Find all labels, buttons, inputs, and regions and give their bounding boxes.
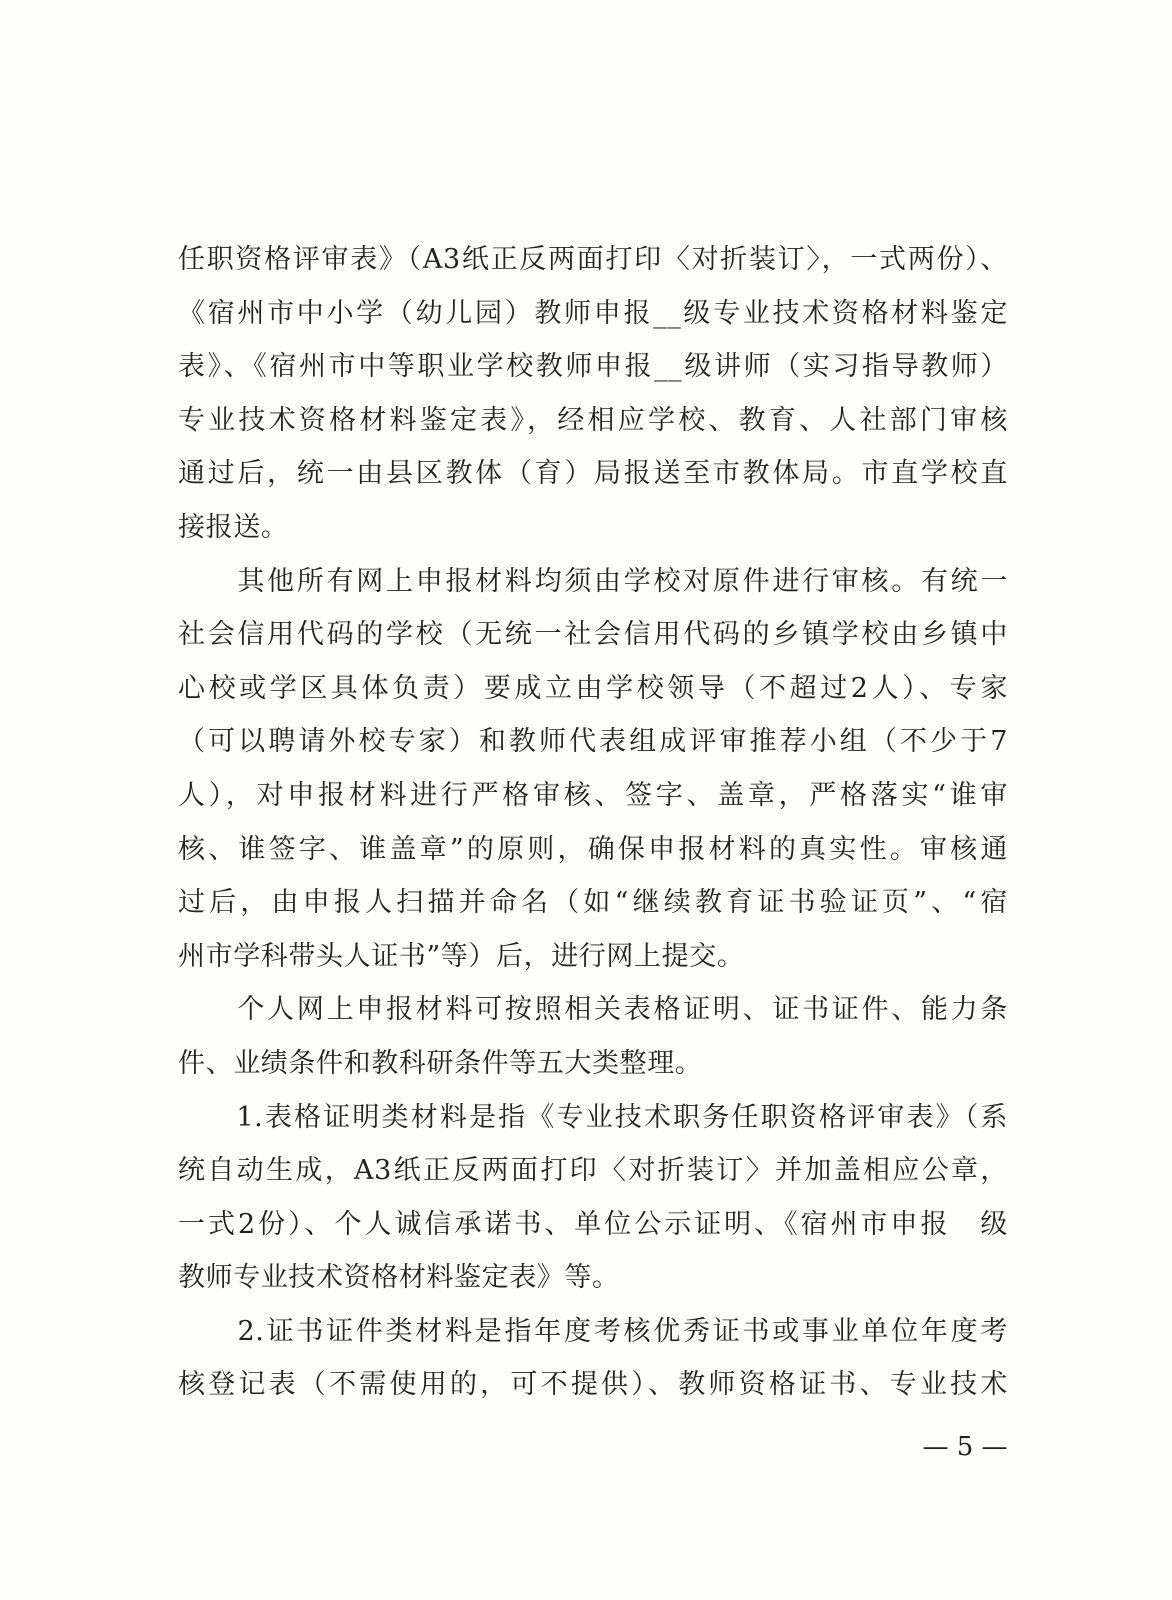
body-line: 一式2份）、个人诚信承诺书、单位公示证明、《宿州市申报 级 — [178, 1208, 1008, 1240]
body-line: 件、业绩条件和教科研条件等五大类整理。 — [178, 1047, 703, 1079]
document-body — [178, 233, 1008, 1412]
body-line: 过后，由申报人扫描并命名（如“继续教育证书验证页”、“宿 — [178, 887, 1008, 919]
body-line: 教师专业技术资格材料鉴定表》等。 — [178, 1262, 620, 1294]
body-line: 个人网上申报材料可按照相关表格证明、证书证件、能力条 — [178, 994, 1008, 1026]
body-line: 专业技术资格材料鉴定表》，经相应学校、教育、人社部门审核 — [178, 404, 1008, 436]
body-line: 核登记表（不需使用的，可不提供）、教师资格证书、专业技术 — [178, 1369, 1008, 1401]
body-line: 社会信用代码的学校（无统一社会信用代码的乡镇学校由乡镇中 — [178, 619, 1008, 651]
body-line: 接报送。 — [178, 511, 289, 543]
body-line: 统自动生成，A3纸正反两面打印〈对折装订〉并加盖相应公章， — [178, 1155, 1008, 1187]
body-line: 《宿州市中小学（幼儿园）教师申报__级专业技术资格材料鉴定 — [178, 297, 1008, 329]
body-line: 任职资格评审表》（A3纸正反两面打印〈对折装订〉，一式两份）、 — [178, 244, 1008, 275]
body-line: （可以聘请外校专家）和教师代表组成评审推荐小组（不少于7 — [178, 726, 1008, 758]
body-line: 其他所有网上申报材料均须由学校对原件进行审核。有统一 — [178, 565, 1008, 597]
body-line: 2.证书证件类材料是指年度考核优秀证书或事业单位年度考 — [178, 1315, 1008, 1347]
body-line: 通过后，统一由县区教体（育）局报送至市教体局。市直学校直 — [178, 458, 1008, 490]
body-line: 1.表格证明类材料是指《专业技术职务任职资格评审表》（系 — [178, 1101, 1008, 1133]
body-line: 人），对申报材料进行严格审核、签字、盖章，严格落实“谁审 — [178, 779, 1008, 811]
body-line: 核、谁签字、谁盖章”的原则，确保申报材料的真实性。审核通 — [178, 833, 1008, 865]
body-line: 心校或学区具体负责）要成立由学校领导（不超过2人）、专家 — [178, 672, 1008, 704]
page-number: — 5 — — [922, 1432, 1008, 1462]
body-line: 州市学科带头人证书”等）后，进行网上提交。 — [178, 940, 745, 972]
body-line: 表》、《宿州市中等职业学校教师申报__级讲师（实习指导教师） — [178, 351, 1008, 383]
